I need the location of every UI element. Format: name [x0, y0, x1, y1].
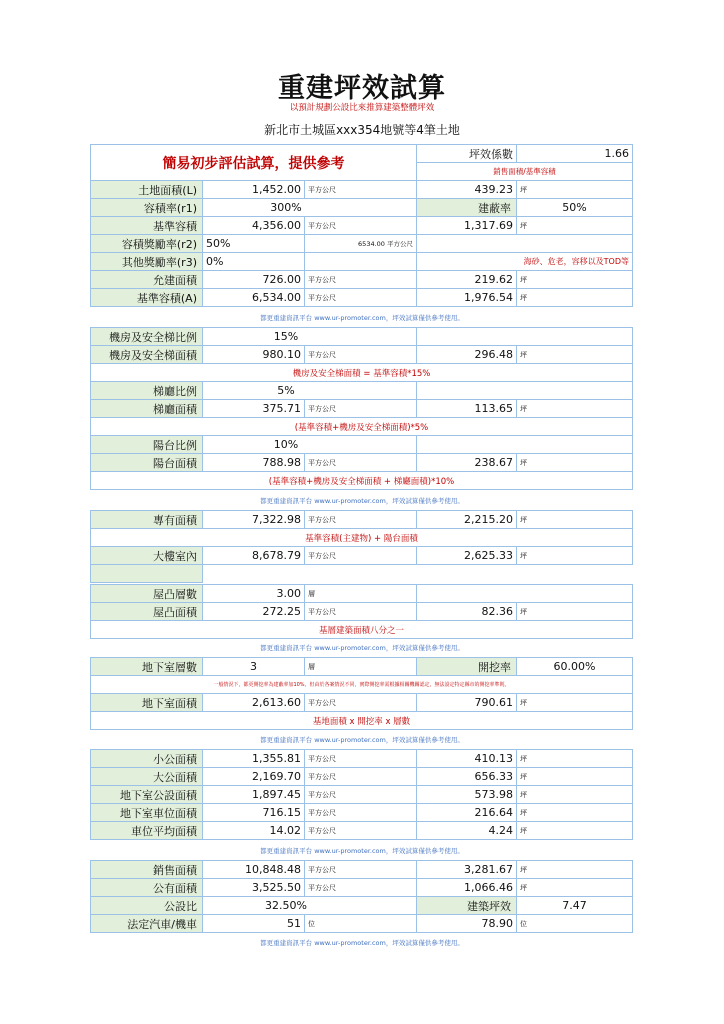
row-label: 地下室車位面積 — [91, 804, 203, 822]
common-ratio-value: 32.50% — [203, 897, 417, 915]
base-volume-m2: 4,356.00 — [203, 217, 305, 235]
parking-label: 法定汽車/機車 — [91, 915, 203, 933]
unit-label: 坪 — [517, 750, 633, 768]
excavation-value: 60.00% — [517, 658, 633, 676]
footer-note: 都更重建資訊平台 www.ur-promoter.com，坪效試算僅供參考使用。 — [260, 314, 464, 322]
basement-area-ping: 790.61 — [417, 694, 517, 712]
unit-label: 平方公尺 — [305, 804, 417, 822]
unit-label: 平方公尺 — [305, 694, 417, 712]
row-ping: 573.98 — [417, 786, 517, 804]
unit-label: 平方公尺 — [305, 289, 417, 307]
table-row — [91, 199, 633, 217]
unit-label: 平方公尺 — [305, 271, 417, 289]
balcony-formula: (基準容積+機房及安全梯面積 + 梯廳面積)*10% — [91, 472, 633, 490]
basic-estimate-table — [90, 144, 633, 307]
roof-area-label: 屋凸面積 — [91, 603, 203, 621]
allowed-area-m2: 726.00 — [203, 271, 305, 289]
table-row — [91, 382, 633, 400]
unit-label: 坪 — [517, 400, 633, 418]
table-row — [91, 328, 633, 346]
unit-label: 坪 — [517, 217, 633, 235]
mech-area-ping: 296.48 — [417, 346, 517, 364]
footer-note: 都更重建資訊平台 www.ur-promoter.com，坪效試算僅供參考使用。 — [260, 736, 464, 744]
base-volume-a-m2: 6,534.00 — [203, 289, 305, 307]
spacer-cell — [91, 565, 203, 583]
unit-label: 平方公尺 — [305, 346, 417, 364]
other-bonus-note: 海砂、危老，容移以及TOD等 — [417, 253, 633, 271]
common-ratio-label: 公設比 — [91, 897, 203, 915]
basement-formula: 基地面積 x 開挖率 x 層數 — [91, 712, 633, 730]
far-label: 容積率(r1) — [91, 199, 203, 217]
estimate-headline: 簡易初步評估試算，提供參考 — [91, 145, 417, 181]
footer-note: 都更重建資訊平台 www.ur-promoter.com，坪效試算僅供參考使用。 — [260, 847, 464, 855]
unit-label: 平方公尺 — [305, 547, 417, 565]
page-title: 重建坪效試算 — [278, 73, 446, 104]
exclusive-area-ping: 2,215.20 — [417, 511, 517, 529]
efficiency-label: 坪效係數 — [417, 145, 517, 163]
unit-label: 平方公尺 — [305, 400, 417, 418]
table-row — [91, 861, 633, 879]
unit-label: 坪 — [517, 822, 633, 840]
basement-area-m2: 2,613.60 — [203, 694, 305, 712]
common-area-label: 公有面積 — [91, 879, 203, 897]
table-row — [91, 511, 633, 529]
unit-label: 坪 — [517, 271, 633, 289]
unit-label: 坪 — [517, 694, 633, 712]
lobby-ratio-value: 5% — [203, 382, 417, 400]
table-row — [91, 235, 633, 253]
unit-label: 坪 — [517, 181, 633, 199]
balcony-ratio-label: 陽台比例 — [91, 436, 203, 454]
table-row — [91, 915, 633, 933]
table-row — [91, 289, 633, 307]
table-row — [91, 454, 633, 472]
lobby-formula: (基準容積+機房及安全梯面積)*5% — [91, 418, 633, 436]
table-row — [91, 879, 633, 897]
exclusive-area-label: 專有面積 — [91, 511, 203, 529]
table-row — [91, 271, 633, 289]
coverage-value: 50% — [517, 199, 633, 217]
exclusive-area-table — [90, 510, 633, 583]
basement-floors-value: 3 — [203, 658, 305, 676]
indoor-area-ping: 2,625.33 — [417, 547, 517, 565]
sales-area-ping: 3,281.67 — [417, 861, 517, 879]
row-label: 地下室公設面積 — [91, 786, 203, 804]
table-row — [91, 547, 633, 565]
table-row — [91, 217, 633, 235]
table-row — [91, 658, 633, 676]
balcony-area-ping: 238.67 — [417, 454, 517, 472]
lobby-area-m2: 375.71 — [203, 400, 305, 418]
bonus-label: 容積獎勵率(r2) — [91, 235, 203, 253]
table-row — [91, 750, 633, 768]
base-volume-ping: 1,317.69 — [417, 217, 517, 235]
table-row — [91, 181, 633, 199]
unit-label: 平方公尺 — [305, 822, 417, 840]
lobby-ratio-label: 梯廳比例 — [91, 382, 203, 400]
roof-area-ping: 82.36 — [417, 603, 517, 621]
balcony-ratio-value: 10% — [203, 436, 417, 454]
far-value: 300% — [203, 199, 417, 217]
sales-area-label: 銷售面積 — [91, 861, 203, 879]
base-volume-a-ping: 1,976.54 — [417, 289, 517, 307]
page-subtitle: 以預計規劃公設比來推算建築整體坪效 — [289, 103, 435, 113]
other-bonus-value: 0% — [203, 253, 305, 271]
unit-label: 平方公尺 — [305, 786, 417, 804]
unit-label: 坪 — [517, 603, 633, 621]
mech-ratio-value: 15% — [203, 328, 417, 346]
indoor-area-label: 大樓室內 — [91, 547, 203, 565]
lobby-area-label: 梯廳面積 — [91, 400, 203, 418]
row-m2: 1,355.81 — [203, 750, 305, 768]
unit-label: 位 — [305, 915, 417, 933]
mech-area-m2: 980.10 — [203, 346, 305, 364]
lobby-area-ping: 113.65 — [417, 400, 517, 418]
mech-area-label: 機房及安全梯面積 — [91, 346, 203, 364]
footer-note: 都更重建資訊平台 www.ur-promoter.com，坪效試算僅供參考使用。 — [260, 644, 464, 652]
row-m2: 1,897.45 — [203, 786, 305, 804]
efficiency-note: 銷售面積/基準容積 — [417, 163, 633, 181]
unit-label: 坪 — [517, 511, 633, 529]
common-area-m2: 3,525.50 — [203, 879, 305, 897]
unit-label: 位 — [517, 915, 633, 933]
table-row — [91, 400, 633, 418]
building-efficiency-label: 建築坪效 — [417, 897, 517, 915]
allowed-area-label: 允建面積 — [91, 271, 203, 289]
building-efficiency-value: 7.47 — [517, 897, 633, 915]
table-row — [91, 694, 633, 712]
exclusive-area-m2: 7,322.98 — [203, 511, 305, 529]
other-bonus-label: 其他獎勵率(r3) — [91, 253, 203, 271]
row-ping: 216.64 — [417, 804, 517, 822]
unit-label: 坪 — [517, 289, 633, 307]
roof-floors-label: 屋凸層數 — [91, 585, 203, 603]
table-row — [91, 786, 633, 804]
coverage-label: 建蔽率 — [417, 199, 517, 217]
table-row — [91, 253, 633, 271]
unit-label: 平方公尺 — [305, 861, 417, 879]
table-row — [91, 768, 633, 786]
unit-label: 平方公尺 — [305, 768, 417, 786]
row-m2: 14.02 — [203, 822, 305, 840]
footer-note: 都更重建資訊平台 www.ur-promoter.com，坪效試算僅供參考使用。 — [260, 497, 464, 505]
parking-moto-value: 78.90 — [417, 915, 517, 933]
unit-label: 坪 — [517, 879, 633, 897]
unit-label: 層 — [305, 585, 417, 603]
unit-label: 坪 — [517, 454, 633, 472]
sales-area-m2: 10,848.48 — [203, 861, 305, 879]
mech-ratio-label: 機房及安全梯比例 — [91, 328, 203, 346]
allowed-area-ping: 219.62 — [417, 271, 517, 289]
roof-floors-value: 3.00 — [203, 585, 305, 603]
unit-label: 平方公尺 — [305, 750, 417, 768]
efficiency-value: 1.66 — [517, 145, 633, 163]
unit-label: 坪 — [517, 346, 633, 364]
table-row — [91, 436, 633, 454]
sales-summary-table — [90, 860, 633, 933]
unit-label: 平方公尺 — [305, 879, 417, 897]
stair-balcony-table — [90, 327, 633, 490]
table-row — [91, 804, 633, 822]
bonus-value: 50% — [203, 235, 305, 253]
base-volume-label: 基準容積 — [91, 217, 203, 235]
roof-area-m2: 272.25 — [203, 603, 305, 621]
roof-table — [90, 584, 633, 639]
land-area-ping: 439.23 — [417, 181, 517, 199]
balcony-area-label: 陽台面積 — [91, 454, 203, 472]
indoor-area-m2: 8,678.79 — [203, 547, 305, 565]
land-area-label: 土地面積(L) — [91, 181, 203, 199]
table-row — [91, 585, 633, 603]
parking-car-value: 51 — [203, 915, 305, 933]
row-label: 大公面積 — [91, 768, 203, 786]
table-row — [91, 346, 633, 364]
row-ping: 656.33 — [417, 768, 517, 786]
row-label: 車位平均面積 — [91, 822, 203, 840]
basement-floors-label: 地下室層數 — [91, 658, 203, 676]
unit-label: 平方公尺 — [305, 454, 417, 472]
row-m2: 716.15 — [203, 804, 305, 822]
basement-area-label: 地下室面積 — [91, 694, 203, 712]
footer-note: 都更重建資訊平台 www.ur-promoter.com，坪效試算僅供參考使用。 — [260, 939, 464, 947]
row-ping: 4.24 — [417, 822, 517, 840]
unit-label: 坪 — [517, 547, 633, 565]
roof-formula: 基層建築面積八分之一 — [91, 621, 633, 639]
mech-formula: 機房及安全梯面積 = 基準容積*15% — [91, 364, 633, 382]
base-volume-a-label: 基準容積(A) — [91, 289, 203, 307]
row-label: 小公面積 — [91, 750, 203, 768]
common-area-table — [90, 749, 633, 840]
unit-label: 層 — [305, 658, 417, 676]
row-ping: 410.13 — [417, 750, 517, 768]
excavation-label: 開挖率 — [417, 658, 517, 676]
table-row — [91, 603, 633, 621]
excavation-note: 一般情況下，都更開挖率為建蔽率加10%，但由於各案情況不同，實際開挖率需根據相關機關認定，無法設定特定縣市的開挖率準則。 — [91, 676, 633, 694]
unit-label: 坪 — [517, 786, 633, 804]
unit-label: 平方公尺 — [305, 181, 417, 199]
unit-label: 坪 — [517, 861, 633, 879]
exclusive-formula: 基準容積(主建物) + 陽台面積 — [91, 529, 633, 547]
common-area-ping: 1,066.46 — [417, 879, 517, 897]
bonus-note: 6534.00 平方公尺 — [305, 235, 417, 253]
land-address: 新北市土城區xxx354地號等4筆土地 — [264, 123, 460, 137]
unit-label: 坪 — [517, 768, 633, 786]
unit-label: 平方公尺 — [305, 511, 417, 529]
unit-label: 平方公尺 — [305, 217, 417, 235]
land-area-m2: 1,452.00 — [203, 181, 305, 199]
table-row — [91, 822, 633, 840]
basement-table — [90, 657, 633, 730]
table-row — [91, 897, 633, 915]
row-m2: 2,169.70 — [203, 768, 305, 786]
unit-label: 平方公尺 — [305, 603, 417, 621]
unit-label: 坪 — [517, 804, 633, 822]
balcony-area-m2: 788.98 — [203, 454, 305, 472]
